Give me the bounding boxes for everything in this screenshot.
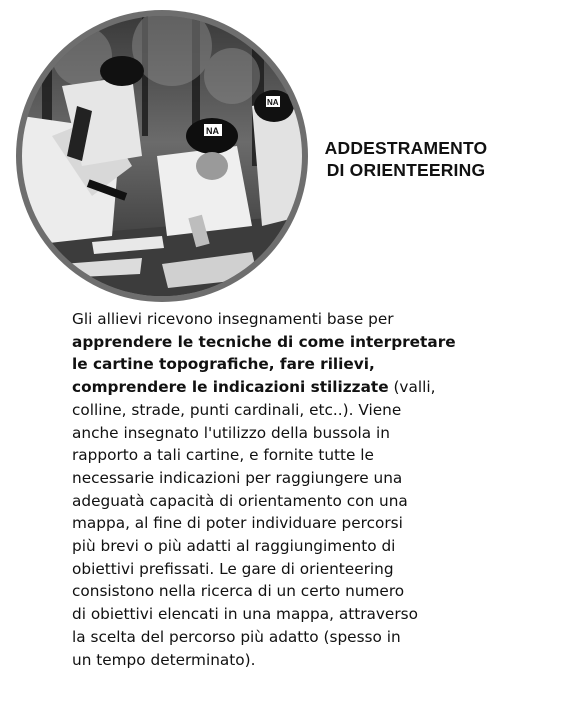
svg-text:NA: NA — [267, 98, 279, 107]
paragraph-line: Gli allievi ricevono insegnamenti base per — [72, 310, 394, 328]
section-title-line: DI ORIENTEERING — [326, 160, 486, 180]
paragraph-line: comprendere le indicazioni stilizzate (valli, — [72, 378, 436, 397]
svg-text:NA: NA — [206, 126, 219, 136]
paragraph-line: adeguatà capacità di orientamento con una — [72, 491, 408, 510]
paragraph-line: la scelta del percorso più adatto (spesso in — [72, 627, 401, 646]
paragraph-line: di obiettivi elencati in una mappa, attraverso — [72, 605, 418, 624]
paragraph-line: un tempo determinato). — [72, 650, 256, 669]
paragraph-line: necessarie indicazioni per raggiungere una — [72, 468, 403, 487]
orienteering-photo — [22, 16, 302, 296]
section-title-line: ADDESTRAMENTO — [324, 138, 488, 158]
description-paragraph — [72, 308, 512, 671]
paragraph-line: consistono nella ricerca di un certo numero — [72, 582, 405, 601]
paragraph-line: rapporto a tali cartine, e fornite tutte le — [72, 446, 374, 465]
paragraph-line: mappa, al fine di poter individuare percorsi — [72, 514, 403, 533]
paragraph-line: colline, strade, punti cardinali, etc..). Viene — [72, 400, 402, 419]
section-title — [308, 137, 504, 181]
paragraph-line: più brevi o più adatti al raggiungimento di — [72, 537, 396, 556]
paragraph-line: anche insegnato l'utilizzo della bussola in — [72, 423, 390, 442]
paragraph-line: obiettivi prefissati. Le gare di orienteering — [72, 559, 394, 578]
photo-frame — [16, 10, 308, 302]
paragraph-line: apprendere le tecniche di come interpretare — [72, 332, 456, 351]
paragraph-line: le cartine topografiche, fare rilievi, — [72, 355, 375, 374]
